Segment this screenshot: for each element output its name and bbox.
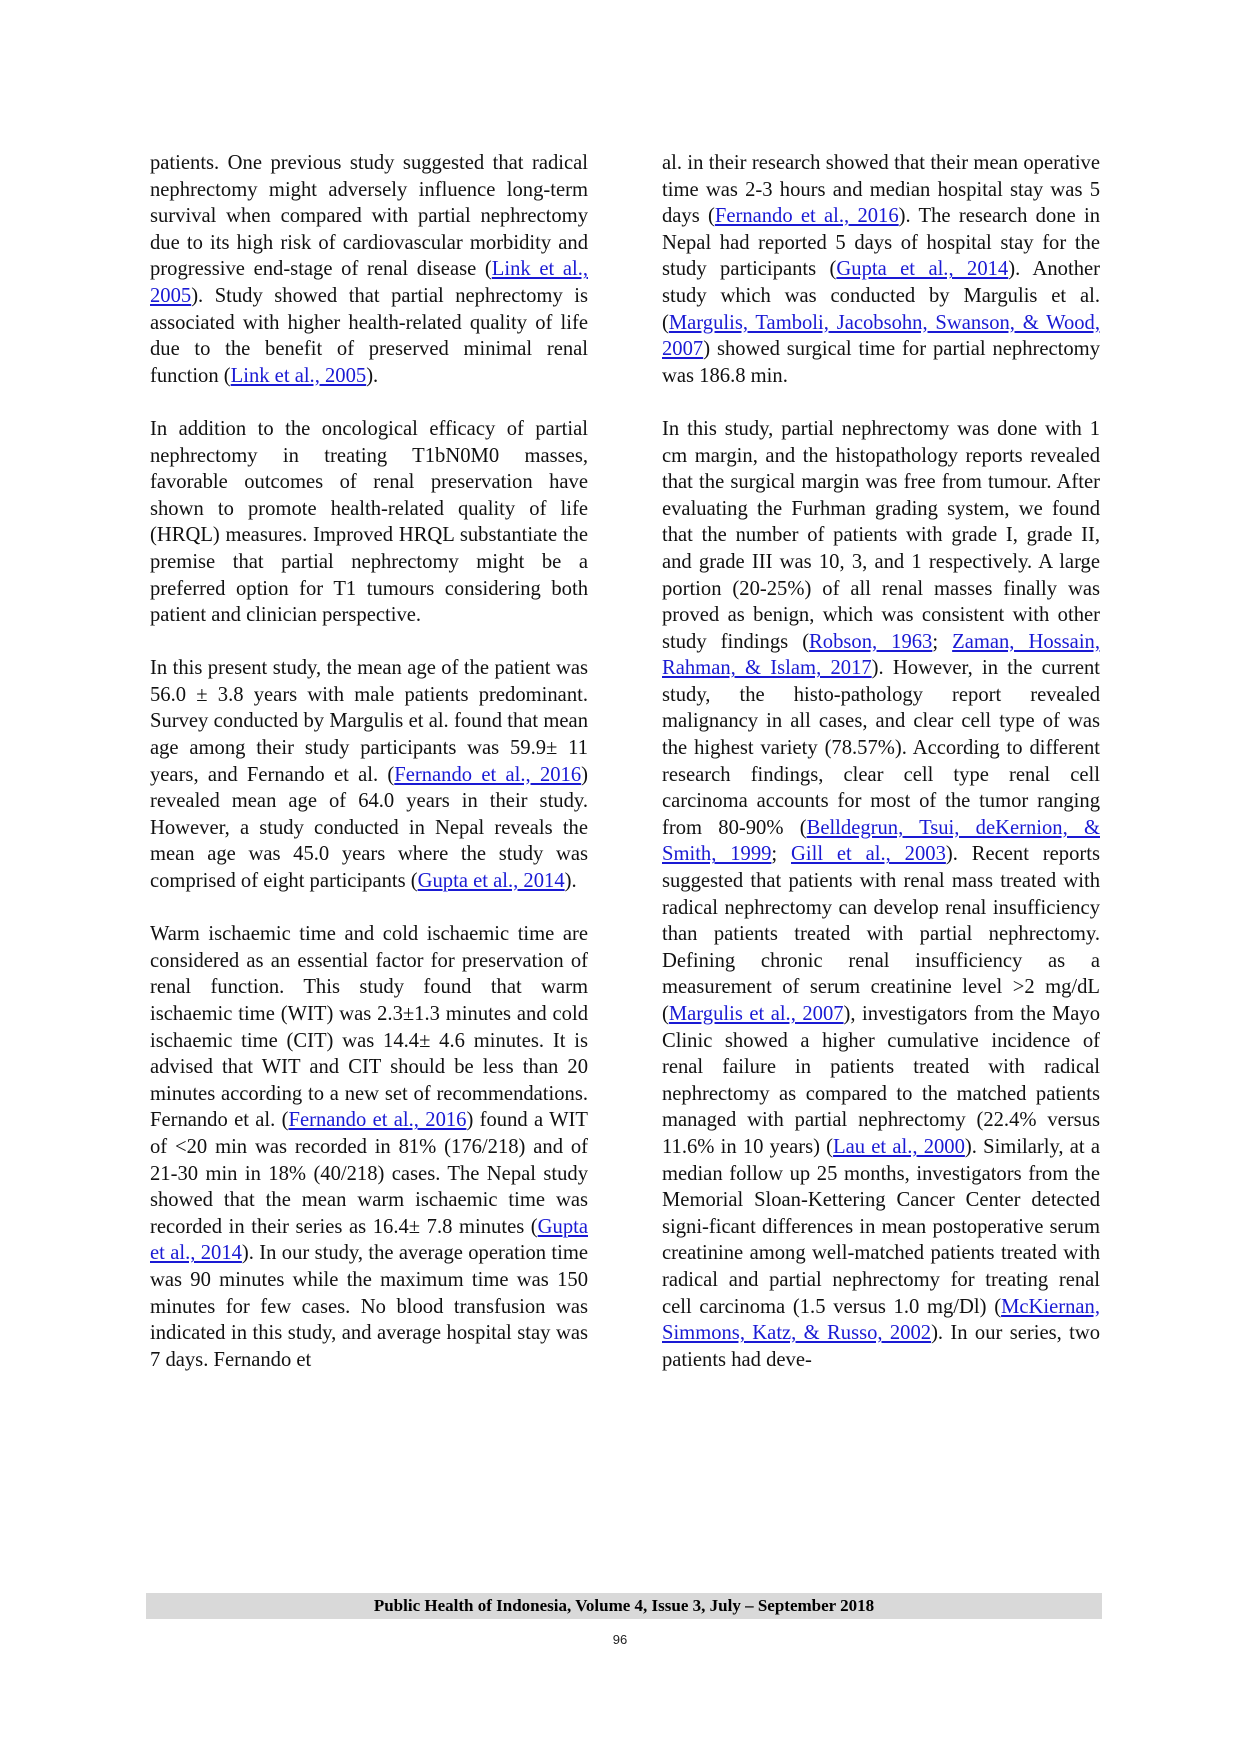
body-text: Warm ischaemic time and cold ischaemic time are considered as an essential factor for preservation of renal function. This study found that warm ischaemic time (WIT) was 2.3±1.3 minutes and cold ischaemic time (CIT) was 14.4± 4.6 minutes. It is advised that WIT and CIT should be less than 20 minutes according to a new set of recommendations. Fernando et al. ( <box>150 923 588 1132</box>
citation-link[interactable]: Gupta et al., 2014 <box>417 870 565 893</box>
body-text: ; <box>771 843 792 866</box>
citation-link[interactable]: Fernando et al., 2016 <box>714 205 899 228</box>
citation-link[interactable]: Gupta et al., 2014 <box>150 1215 588 1265</box>
body-text: In this present study, the mean age of the patient was 56.0 ± 3.8 years with male patients predominant. Survey conducted by Margulis et al. found that mean age among their study participants was 59.9± 11 years, and Fernando et al. ( <box>150 657 588 786</box>
body-text: ). Another study which was conducted by Margulis et al. ( <box>662 258 1100 334</box>
paragraph <box>662 416 1100 1373</box>
body-text: al. in their research showed that their mean operative time was 2-3 hours and median hospital stay was 5 days ( <box>662 152 1100 228</box>
paragraph <box>150 150 588 389</box>
body-text: ). The research done in Nepal had reported 5 days of hospital stay for the study participants ( <box>662 205 1100 281</box>
citation-link[interactable]: Zaman, Hossain, Rahman, & Islam, 2017 <box>662 630 1100 680</box>
body-text: ). Recent reports suggested that patients with renal mass treated with radical nephrectomy can develop renal insufficiency than patients treated with partial nephrectomy. Defining chronic renal insufficiency as a measurement of serum creatinine level >2 mg/dL ( <box>662 843 1100 1025</box>
body-text: patients. One previous study suggested that radical nephrectomy might adversely influence long-term survival when compared with partial nephrectomy due to its high risk of cardiovascular morbidity and progressive end-stage of renal disease ( <box>150 152 588 281</box>
body-text: ) showed surgical time for partial nephrectomy was 186.8 min. <box>662 338 1100 387</box>
body-text: ) found a WIT of <20 min was recorded in 81% (176/218) and of 21-30 min in 18% (40/218) cases. The Nepal study showed that the mean warm ischaemic time was recorded in their series as 16.4± 7.8 minutes ( <box>150 1109 588 1238</box>
body-text: In addition to the oncological efficacy of partial nephrectomy in treating T1bN0M0 masses, favorable outcomes of renal preservation have shown to promote health-related quality of life (HRQL) measures. Improved HRQL substantiate the premise that partial nephrectomy might be a preferred option for T1 tumours considering both patient and clinician perspective. <box>150 417 588 627</box>
paragraph <box>150 416 588 629</box>
body-text: In this study, partial nephrectomy was done with 1 cm margin, and the histopathology reports revealed that the surgical margin was free from tumour. After evaluating the Furhman grading system, we found that the number of patients with grade I, grade II, and grade III was 10, 3, and 1 respectively. A large portion (20-25%) of all renal masses finally was proved as benign, which was consistent with other study findings ( <box>662 417 1100 653</box>
citation-link[interactable]: Margulis, Tamboli, Jacobsohn, Swanson, & Wood, 2007 <box>662 311 1100 361</box>
citation-link[interactable]: Link et al., 2005 <box>230 364 367 387</box>
body-text: ; <box>932 630 953 653</box>
body-text: ) revealed mean age of 64.0 years in their study. However, a study conducted in Nepal reveals the mean age was 45.0 years where the study was comprised of eight participants ( <box>150 763 588 893</box>
body-text: ). In our study, the average operation time was 90 minutes while the maximum time was 150 minutes for few cases. No blood transfusion was indicated in this study, and average hospital stay was 7 days. Fernando et <box>150 1242 588 1371</box>
paragraph <box>150 655 588 894</box>
paragraph <box>150 921 588 1373</box>
citation-link[interactable]: Fernando et al., 2016 <box>394 763 582 786</box>
body-text: ). Study showed that partial nephrectomy is associated with higher health-related quality of life due to the benefit of preserved minimal renal function ( <box>150 284 588 387</box>
citation-link[interactable]: McKiernan, Simmons, Katz, & Russo, 2002 <box>662 1295 1100 1345</box>
citation-link[interactable]: Gill et al., 2003 <box>791 843 946 866</box>
citation-link[interactable]: Margulis et al., 2007 <box>668 1003 844 1025</box>
body-text: ), investigators from the Mayo Clinic showed a higher cumulative incidence of renal failure in patients treated with radical nephrectomy as compared to the matched patients managed with partial nephrectomy (22.4% versus 11.6% in 10 years) ( <box>662 1003 1100 1158</box>
body-text: ). In our series, two patients had deve- <box>662 1322 1100 1371</box>
citation-link[interactable]: Link et al., 2005 <box>150 258 588 307</box>
paragraph <box>662 150 1100 389</box>
body-text: ). <box>366 364 379 387</box>
body-text: ). <box>564 870 577 893</box>
right-column <box>662 150 1100 1373</box>
body-text: ). However, in the current study, the histo-pathology report revealed malignancy in all cases, and clear cell type of was the highest variety (78.57%). According to different research findings, clear cell type renal cell carcinoma accounts for most of the tumor ranging from 80-90% ( <box>662 657 1100 839</box>
citation-link[interactable]: Lau et al., 2000 <box>833 1135 965 1158</box>
citation-link[interactable]: Fernando et al., 2016 <box>288 1109 467 1132</box>
citation-link[interactable]: Gupta et al., 2014 <box>836 258 1009 281</box>
page-number: 96 <box>612 1632 628 1647</box>
journal-footer: Public Health of Indonesia, Volume 4, Issue 3, July – September 2018 <box>146 1593 1102 1619</box>
citation-link[interactable]: Robson, 1963 <box>809 630 933 653</box>
body-text: ). Similarly, at a median follow up 25 months, investigators from the Memorial Sloan-Kettering Cancer Center detected signi-ficant differences in mean postoperative serum creatinine among well-matched patients treated with radical and partial nephrectomy for treating renal cell carcinoma (1.5 versus 1.0 mg/Dl) ( <box>662 1135 1101 1318</box>
left-column <box>150 150 588 1373</box>
citation-link[interactable]: Belldegrun, Tsui, deKernion, & Smith, 1999 <box>662 816 1100 866</box>
